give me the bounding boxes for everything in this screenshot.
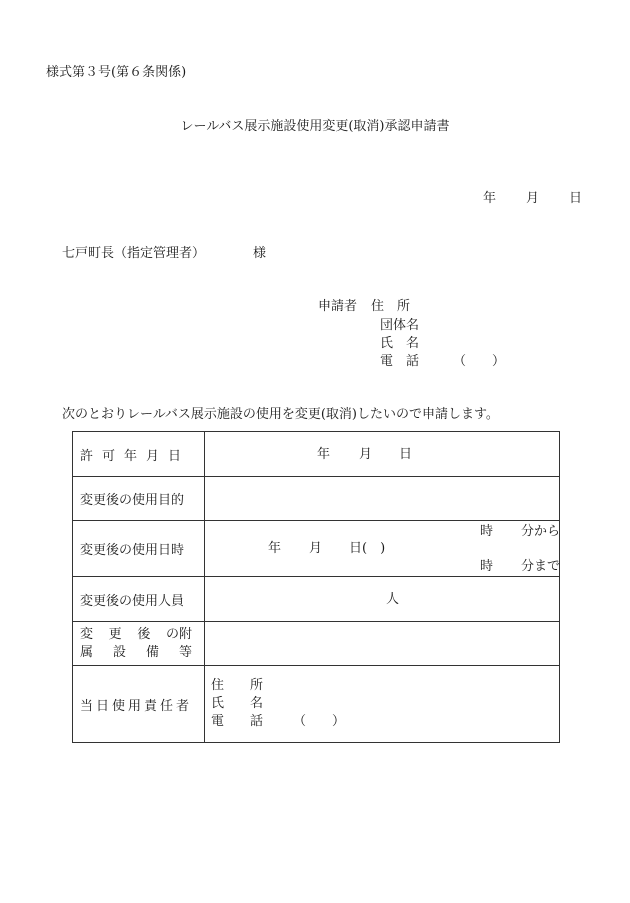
responsible-name-label: 氏 名	[211, 696, 264, 711]
from-minute-label: 分から	[521, 524, 561, 539]
responsible-address-label: 住 所	[211, 678, 264, 693]
people-label: 変更後の使用人員	[73, 577, 205, 622]
table-row	[73, 666, 560, 743]
people-value[interactable]	[205, 577, 560, 622]
datetime-month-label: 月	[309, 541, 323, 556]
datetime-year-label: 年	[268, 541, 282, 556]
responsible-phone-paren: （ ）	[293, 714, 346, 729]
table-row	[73, 577, 560, 622]
datetime-day-label: 日( )	[349, 541, 386, 556]
applicant-address-label: 住 所	[371, 299, 411, 314]
to-hour-label: 時	[480, 559, 494, 574]
responsible-value[interactable]	[205, 666, 560, 743]
responsible-label: 当日使用責任者	[73, 666, 205, 743]
permit-date-value[interactable]	[205, 432, 560, 477]
datetime-value[interactable]	[205, 521, 560, 577]
addressee-honorific: 様	[253, 246, 267, 261]
people-unit: 人	[386, 592, 400, 607]
table-row	[73, 622, 560, 666]
from-hour-label: 時	[480, 524, 494, 539]
responsible-phone-label: 電 話	[211, 714, 264, 729]
facilities-value[interactable]	[205, 622, 560, 666]
application-date	[483, 192, 582, 205]
datetime-label: 変更後の使用日時	[73, 521, 205, 577]
date-day-label: 日	[568, 191, 582, 206]
applicant-phone	[380, 355, 505, 368]
addressee	[62, 247, 266, 260]
date-month-label: 月	[525, 191, 539, 206]
responsible-phone	[211, 713, 559, 731]
facilities-label-line2: 属 設 備 等	[80, 644, 192, 660]
table-row	[73, 521, 560, 577]
applicant-group-label: 団体名	[380, 318, 420, 333]
applicant-phone-paren: （ ）	[453, 354, 506, 369]
facilities-label-line1: 変 更 後 の附	[80, 626, 192, 642]
form-number: 様式第３号(第６条関係)	[46, 65, 187, 80]
permit-month-label: 月	[359, 447, 373, 462]
document-title: レールバス展示施設使用変更(取消)承認申請書	[180, 119, 450, 134]
application-table	[72, 431, 560, 743]
purpose-value[interactable]	[205, 477, 560, 521]
applicant-phone-label: 電 話	[380, 354, 420, 369]
addressee-name: 七戸町長（指定管理者）	[62, 246, 206, 261]
intro-text: 次のとおりレールバス展示施設の使用を変更(取消)したいので申請します。	[62, 407, 499, 422]
permit-date-label: 許可年月日	[73, 432, 205, 477]
date-year-label: 年	[482, 191, 496, 206]
facilities-label	[73, 622, 205, 666]
purpose-label: 変更後の使用目的	[73, 477, 205, 521]
to-minute-label: 分まで	[521, 559, 561, 574]
permit-year-label: 年	[317, 447, 331, 462]
applicant-name-label: 氏 名	[380, 336, 420, 351]
table-row	[73, 432, 560, 477]
applicant-label: 申請者	[318, 299, 358, 314]
table-row	[73, 477, 560, 521]
permit-day-label: 日	[399, 447, 413, 462]
